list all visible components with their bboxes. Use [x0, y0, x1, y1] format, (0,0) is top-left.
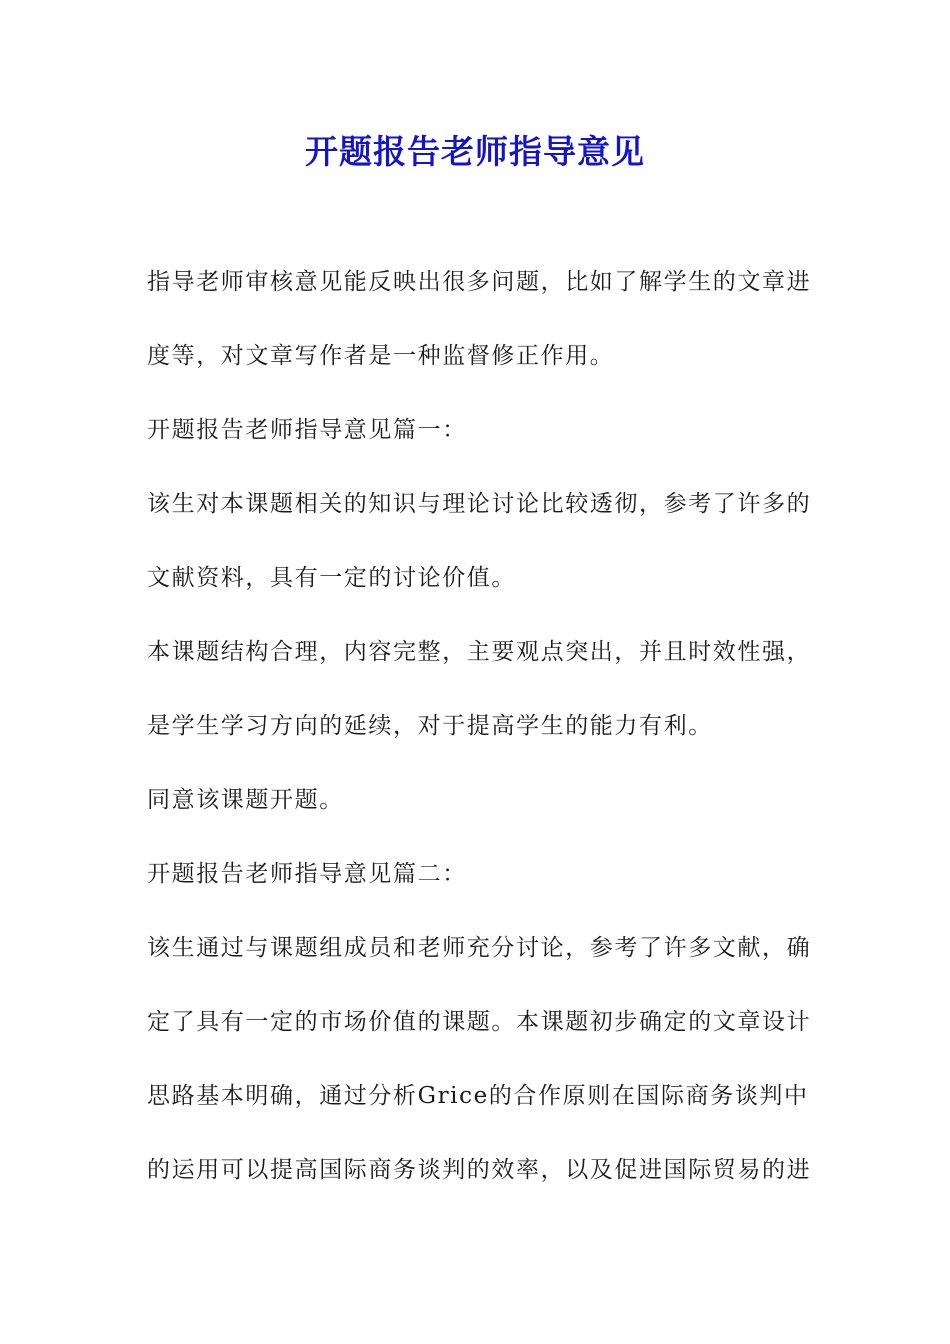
section-heading-2	[147, 856, 807, 893]
text-line: 的运用可以提高国际商务谈判的效率，以及促进国际贸易的进	[147, 1157, 812, 1183]
text-line: 同意该课题开题。	[147, 787, 344, 813]
text-line: 本课题结构合理，内容完整，主要观点突出，并且时效性强，	[147, 639, 812, 665]
text-line: 定了具有一定的市场价值的课题。本课题初步确定的文章设计	[147, 1009, 812, 1035]
text-line: 思路基本明确，通过分析Grice的合作原则在国际商务谈判中	[147, 1083, 809, 1109]
text-line: 文献资料，具有一定的讨论价值。	[147, 565, 516, 591]
text-line: 开题报告老师指导意见篇一：	[147, 417, 467, 443]
section-heading-1	[147, 412, 807, 449]
document-body	[147, 264, 812, 1226]
text-line: 度等，对文章写作者是一种监督修正作用。	[147, 343, 615, 369]
text-line: 是学生学习方向的延续，对于提高学生的能力有利。	[147, 713, 713, 739]
paragraph-approval	[147, 782, 807, 819]
paragraph-intro	[147, 264, 812, 375]
paragraph-opinion-1	[147, 486, 812, 597]
text-line: 该生通过与课题组成员和老师充分讨论，参考了许多文献，确	[147, 935, 812, 961]
document-title: 开题报告老师指导意见	[305, 132, 645, 171]
text-line: 该生对本课题相关的知识与理论讨论比较透彻，参考了许多的	[147, 491, 812, 517]
text-line: 开题报告老师指导意见篇二：	[147, 861, 467, 887]
paragraph-opinion-1b	[147, 634, 812, 745]
paragraph-opinion-2	[147, 930, 812, 1189]
text-line: 指导老师审核意见能反映出很多问题，比如了解学生的文章进	[147, 269, 812, 295]
